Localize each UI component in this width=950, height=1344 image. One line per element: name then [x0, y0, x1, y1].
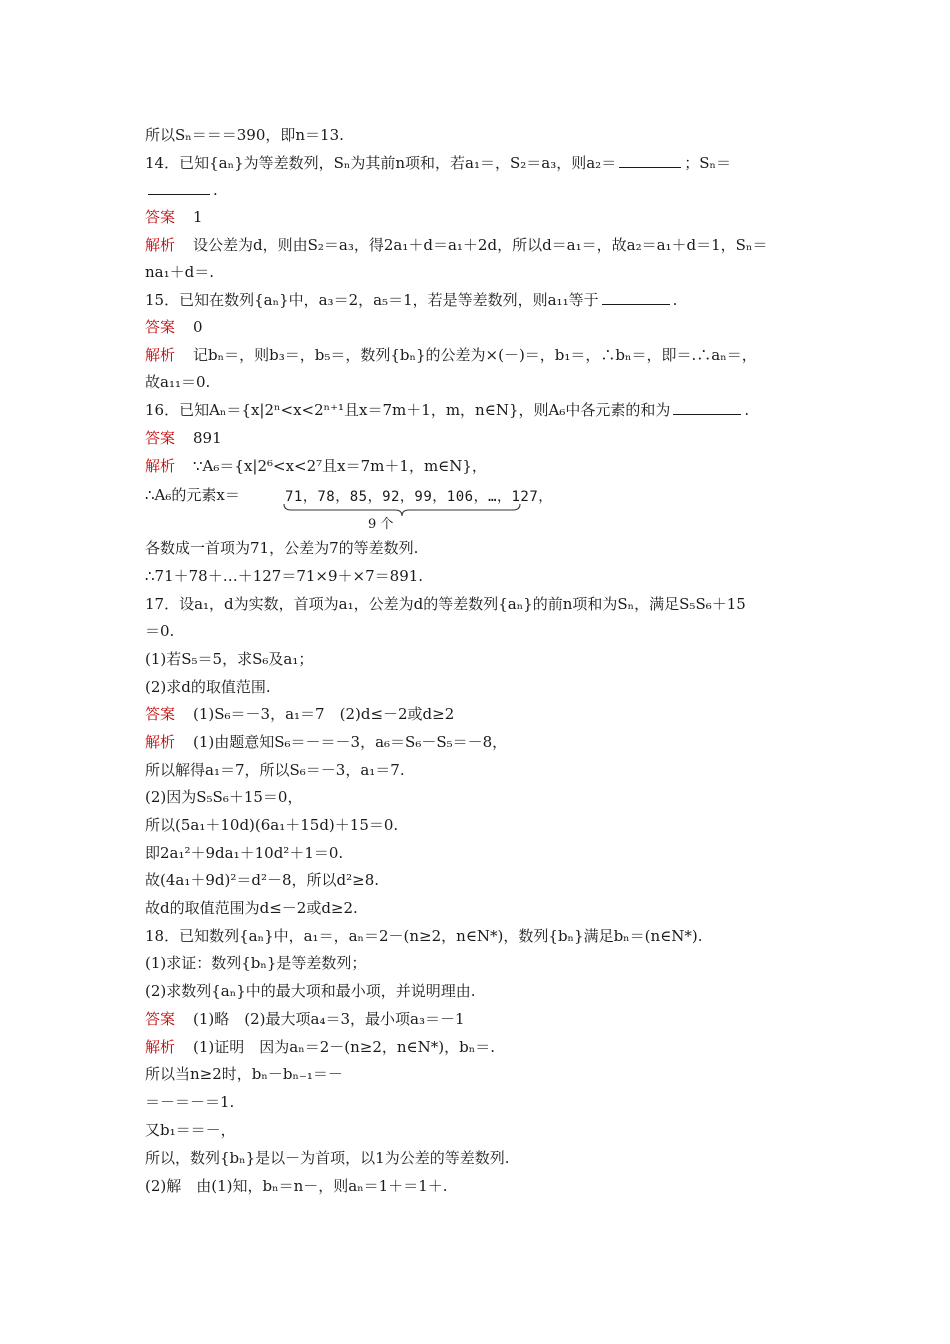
analysis-label: 解析: [145, 346, 176, 364]
line-tail: .: [672, 291, 678, 309]
analysis-label: 解析: [145, 457, 176, 475]
line-31: [145, 1009, 465, 1029]
line-25: [145, 843, 343, 863]
line-1: [145, 153, 731, 173]
line-10: [145, 400, 749, 420]
line-tail: ；Sₙ＝: [684, 154, 731, 172]
line-19: [145, 677, 271, 697]
line-33: [145, 1064, 343, 1084]
line-26: [145, 870, 379, 890]
line-37: [145, 1176, 448, 1196]
answer-label: 答案: [145, 429, 176, 447]
underbrace: [283, 503, 521, 517]
answer-label: 答案: [145, 208, 176, 226]
sequence-terms: 71，78，85，92，99，106，…，127，: [285, 489, 553, 505]
line-5: [145, 262, 214, 282]
line-text: (1)略 (2)最大项a₄＝3，最小项a₃＝－1: [193, 1010, 465, 1028]
line-32: [145, 1037, 495, 1057]
analysis-label: 解析: [145, 236, 176, 254]
line-36: [145, 1148, 510, 1168]
answer-blank: [673, 400, 741, 415]
line-text: (2)求d的取值范围.: [145, 678, 271, 696]
line-tail: .: [213, 181, 218, 199]
line-16: [145, 594, 746, 614]
line-7: [145, 317, 203, 337]
line-27: [145, 898, 358, 918]
line-22: [145, 760, 405, 780]
line-text: 17．设a₁，d为实数，首项为a₁，公差为d的等差数列{aₙ}的前n项和为Sₙ，满足S₅S₆＋15: [145, 595, 746, 613]
line-text: (2)求数列{aₙ}中的最大项和最小项，并说明理由.: [145, 982, 476, 1000]
analysis-label: 解析: [145, 1038, 176, 1056]
line-text: 1: [193, 208, 203, 226]
line-9: [145, 372, 210, 392]
line-12: [145, 456, 487, 476]
answer-blank: [619, 153, 681, 168]
line-35: [145, 1120, 236, 1140]
answer-label: 答案: [145, 705, 176, 723]
line-text: 所以当n≥2时，bₙ－bₙ₋₁＝－: [145, 1065, 343, 1083]
line-text: 16．已知Aₙ＝{x|2ⁿ<x<2ⁿ⁺¹且x＝7m＋1，m，n∈N}，则A₆中各元素的和为: [145, 401, 671, 419]
line-18: [145, 649, 313, 669]
line-text: 所以(5a₁＋10d)(6a₁＋15d)＋15＝0.: [145, 816, 399, 834]
line-text: (1)由题意知S₆＝－＝－3，a₆＝S₆－S₅＝－8，: [193, 733, 508, 751]
line-text: 记bₙ＝，则b₃＝，b₅＝，数列{bₙ}的公差为×(－)＝，b₁＝，∴bₙ＝，即＝.∴aₙ＝，: [193, 346, 757, 364]
line-21: [145, 732, 507, 752]
line-28: [145, 926, 703, 946]
line-text: na₁＋d＝.: [145, 263, 214, 281]
line-text: 设公差为d，则由S₂＝a₃，得2a₁＋d＝a₁＋2d，所以d＝a₁＝，故a₂＝a₁＋d＝1，Sₙ＝: [193, 236, 768, 254]
line-tail: .: [744, 401, 750, 419]
line-8: [145, 345, 757, 365]
line-29: [145, 953, 366, 973]
answer-blank: [148, 180, 210, 195]
line-text: 所以解得a₁＝7，所以S₆＝－3，a₁＝7.: [145, 761, 405, 779]
line-text: 各数成一首项为71，公差为7的等差数列.: [145, 539, 419, 557]
line-text: 故d的取值范围为d≤－2或d≥2.: [145, 899, 358, 917]
line-text: 14．已知{aₙ}为等差数列，Sₙ为其前n项和，若a₁＝，S₂＝a₃，则a₂＝: [145, 154, 617, 172]
line-text: (2)因为S₅S₆＋15＝0，: [145, 788, 303, 806]
line-text: ＝0.: [145, 622, 175, 640]
line-text: (1)S₆＝－3，a₁＝7 (2)d≤－2或d≥2: [193, 705, 455, 723]
line-14: [145, 538, 418, 558]
line-text: ∴A₆的元素x＝: [145, 486, 240, 504]
line-text: 故a₁₁＝0.: [145, 373, 211, 391]
line-text: 18．已知数列{aₙ}中，a₁＝，aₙ＝2－(n≥2，n∈N*)，数列{bₙ}满足bₙ＝(n∈N*).: [145, 927, 703, 945]
line-text: 所以Sₙ＝＝＝390，即n＝13.: [145, 126, 344, 144]
line-20: [145, 704, 454, 724]
line-11: [145, 428, 222, 448]
line-text: 故(4a₁＋9d)²＝d²－8，所以d²≥8.: [145, 871, 380, 889]
line-4: [145, 235, 767, 255]
line-13: [145, 485, 240, 505]
answer-label: 答案: [145, 318, 176, 336]
answer-label: 答案: [145, 1010, 176, 1028]
line-text: 所以，数列{bₙ}是以－为首项，以1为公差的等差数列.: [145, 1149, 510, 1167]
line-text: 891: [193, 429, 222, 447]
line-text: 即2a₁²＋9da₁＋10d²＋1＝0.: [145, 844, 344, 862]
line-17: [145, 621, 174, 641]
line-text: ∵A₆＝{x|2⁶<x<2⁷且x＝7m＋1，m∈N}，: [193, 457, 487, 475]
line-text: 0: [193, 318, 203, 336]
line-text: ∴71＋78＋…＋127＝71×9＋×7＝891.: [145, 567, 424, 585]
answer-blank: [602, 290, 670, 305]
analysis-label: 解析: [145, 733, 176, 751]
line-text: 15．已知在数列{aₙ}中，a₃＝2，a₅＝1，若是等差数列，则a₁₁等于: [145, 291, 599, 309]
line-text: (2)解 由(1)知，bₙ＝n－，则aₙ＝1＋＝1＋.: [145, 1177, 448, 1195]
line-text: (1)若S₅＝5，求S₆及a₁；: [145, 650, 314, 668]
line-24: [145, 815, 398, 835]
line-6: [145, 290, 677, 310]
line-30: [145, 981, 476, 1001]
line-text: 又b₁＝＝－，: [145, 1121, 236, 1139]
line-15: [145, 566, 423, 586]
line-text: (1)求证：数列{bₙ}是等差数列；: [145, 954, 367, 972]
line-34: [145, 1092, 234, 1112]
line-23: [145, 787, 302, 807]
sequence-count: 9 个: [368, 517, 394, 532]
line-3: [145, 207, 203, 227]
line-text: (1)证明 因为aₙ＝2－(n≥2，n∈N*)，bₙ＝.: [193, 1038, 495, 1056]
line-text: ＝－＝－＝1.: [145, 1093, 235, 1111]
line-0: [145, 125, 344, 145]
line-2: [145, 180, 218, 200]
